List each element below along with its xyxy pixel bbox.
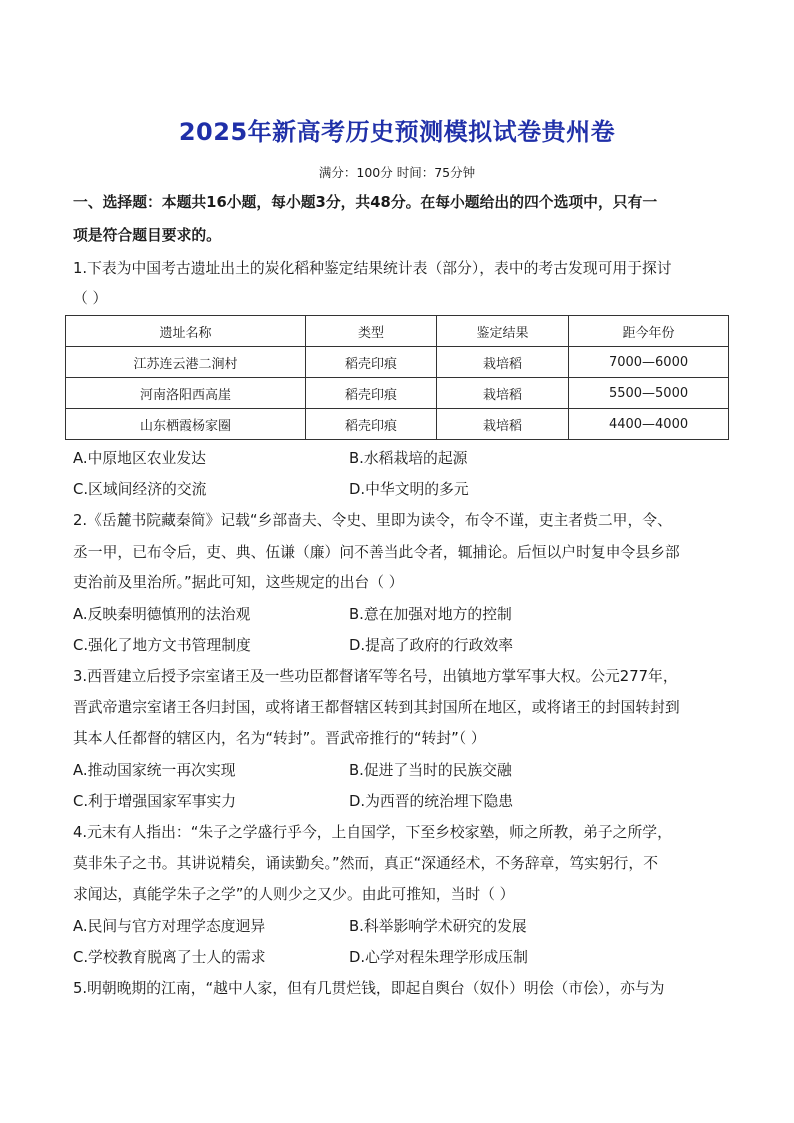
section-heading-line2: 项是符合题目要求的。 <box>73 227 221 244</box>
q4-option-a: A.民间与官方对理学态度迥异 <box>73 918 266 935</box>
q3-option-a: A.推动国家统一再次实现 <box>73 762 236 779</box>
table-cell: 7000—6000 <box>569 347 729 378</box>
table-cell: 4400—4000 <box>569 409 729 440</box>
q4-option-d: D.心学对程朱理学形成压制 <box>349 949 528 966</box>
q1-option-d: D.中华文明的多元 <box>349 481 469 498</box>
q2-option-a: A.反映秦明德慎刑的法治观 <box>73 606 251 623</box>
site-table <box>65 315 729 440</box>
q1-option-c: C.区域间经济的交流 <box>73 481 207 498</box>
table-header: 距今年份 <box>569 316 729 347</box>
table-cell: 栽培稻 <box>437 409 569 440</box>
q2-stem-line2: 丞一甲，已布令后，吏、典、伍谦（廉）问不善当此令者，辄捕论。后恒以户时复申令县乡部 <box>73 544 680 561</box>
q4-stem-line1: 4.元末有人指出：“朱子之学盛行乎今，上自国学，下至乡校家塾，师之所教，弟子之所学， <box>73 824 672 841</box>
table-header-row <box>66 316 729 347</box>
q3-option-d: D.为西晋的统治埋下隐患 <box>349 793 514 810</box>
table-cell: 栽培稻 <box>437 378 569 409</box>
q1-stem-line2: （ ） <box>73 290 108 307</box>
table-cell: 山东栖霞杨家圈 <box>66 409 306 440</box>
table-cell: 栽培稻 <box>437 347 569 378</box>
q4-stem-line2: 莫非朱子之书。其讲说精矣，诵读勤矣。”然而，真正“深通经术，不务辞章，笃实躬行，不 <box>73 855 659 872</box>
section-heading-line1: 一、选择题：本题共16小题，每小题3分，共48分。在每小题给出的四个选项中，只有一 <box>73 194 658 211</box>
q5-stem-line1: 5.明朝晚期的江南，“越中人家，但有几贯烂钱，即起自舆台（奴仆）明侩（市侩），亦与为 <box>73 980 665 997</box>
q3-stem-line3: 其本人任都督的辖区内，名为“转封”。晋武帝推行的“转封”（ ） <box>73 730 486 747</box>
q4-option-b: B.科举影响学术研究的发展 <box>349 918 527 935</box>
table-cell: 河南洛阳西高崖 <box>66 378 306 409</box>
table-header: 遗址名称 <box>66 316 306 347</box>
q1-option-a: A.中原地区农业发达 <box>73 450 206 467</box>
table-cell: 稻壳印痕 <box>306 347 437 378</box>
table-header: 类型 <box>306 316 437 347</box>
q2-stem-line3: 吏治前及里治所。”据此可知，这些规定的出台（ ） <box>73 574 404 591</box>
q2-stem-line1: 2.《岳麓书院藏秦简》记载“乡部啬夫、令史、里即为读令，布令不谨，吏主者赀二甲，令、 <box>73 512 672 529</box>
q4-stem-line3: 求闻达，真能学朱子之学”的人则少之又少。由此可推知，当时（ ） <box>73 886 515 903</box>
q3-option-c: C.利于增强国家军事实力 <box>73 793 237 810</box>
q3-stem-line1: 3.西晋建立后授予宗室诸王及一些功臣都督诸军等名号，出镇地方掌军事大权。公元277年， <box>73 668 678 685</box>
page-title: 2025年新高考历史预测模拟试卷贵州卷 <box>178 118 616 146</box>
table-cell: 江苏连云港二涧村 <box>66 347 306 378</box>
q3-stem-line2: 晋武帝遣宗室诸王各归封国，或将诸王都督辖区转到其封国所在地区，或将诸王的封国转封到 <box>73 699 680 716</box>
table-row <box>66 347 729 378</box>
q3-option-b: B.促进了当时的民族交融 <box>349 762 512 779</box>
q4-option-c: C.学校教育脱离了士人的需求 <box>73 949 266 966</box>
table-row <box>66 409 729 440</box>
table-header: 鉴定结果 <box>437 316 569 347</box>
q2-option-b: B.意在加强对地方的控制 <box>349 606 512 623</box>
q1-stem-line1: 1.下表为中国考古遗址出土的炭化稻种鉴定结果统计表（部分），表中的考古发现可用于探讨 <box>73 260 672 277</box>
exam-info: 满分：100分 时间：75分钟 <box>318 165 476 180</box>
q2-option-c: C.强化了地方文书管理制度 <box>73 637 251 654</box>
table-cell: 5500—5000 <box>569 378 729 409</box>
table-cell: 稻壳印痕 <box>306 378 437 409</box>
table-cell: 稻壳印痕 <box>306 409 437 440</box>
q2-option-d: D.提高了政府的行政效率 <box>349 637 514 654</box>
q1-option-b: B.水稻栽培的起源 <box>349 450 468 467</box>
table-row <box>66 378 729 409</box>
